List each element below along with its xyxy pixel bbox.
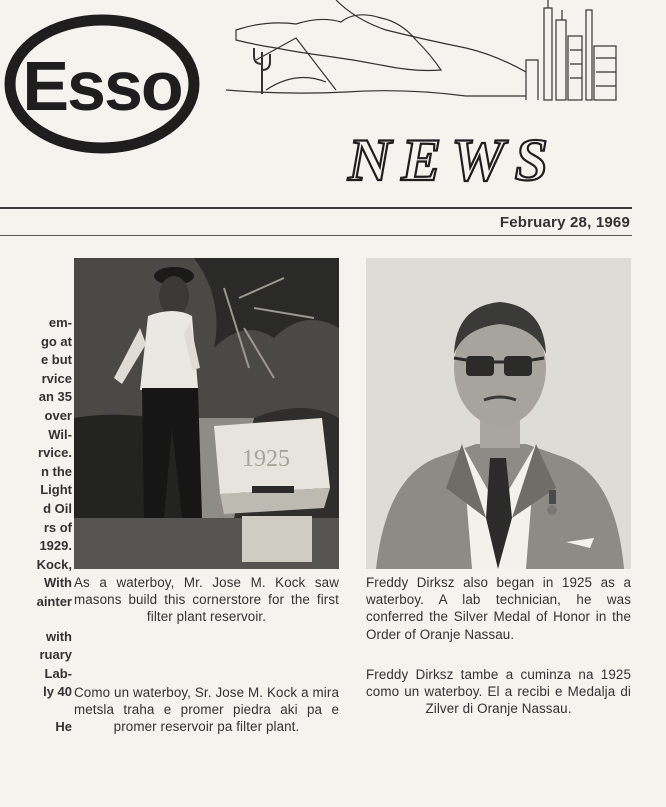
photo-portrait bbox=[366, 258, 631, 569]
left-column-line: He bbox=[55, 718, 72, 734]
news-title bbox=[268, 128, 638, 188]
left-column-line: ly 40 bbox=[43, 684, 72, 700]
left-column-line: d Oil bbox=[43, 500, 72, 516]
left-column-line: em- bbox=[48, 315, 72, 330]
left-column-line: with bbox=[46, 628, 72, 644]
left-column-line: With bbox=[43, 575, 72, 591]
left-column-line: over bbox=[44, 407, 72, 423]
left-column-line: ruary bbox=[39, 647, 72, 663]
left-column-line: rvice. bbox=[38, 445, 72, 461]
left-column-line: Wil- bbox=[48, 426, 72, 442]
column-top-gap bbox=[0, 258, 72, 314]
caption-2-english: Freddy Dirksz also began in 1925 as a waterboy. A lab technician, he was conferred the Silver Medal of Honor in the Order of Oranje Nassau. bbox=[366, 575, 631, 642]
date-rule bbox=[0, 235, 632, 236]
photo-cornerstone bbox=[74, 258, 339, 569]
paragraph-gap bbox=[0, 612, 72, 628]
left-column-line: 1929. bbox=[39, 538, 72, 554]
left-column-line: ainter bbox=[36, 593, 72, 609]
left-column-line: rvice bbox=[41, 370, 72, 386]
masthead-rule bbox=[0, 207, 632, 209]
esso-logo bbox=[4, 14, 200, 154]
news-title-text: NEWS bbox=[347, 128, 559, 188]
left-column-line: Kock, bbox=[36, 556, 72, 572]
left-column-line: an 35 bbox=[38, 389, 72, 405]
paragraph-gap bbox=[0, 702, 72, 718]
left-column-line: go at bbox=[40, 333, 72, 349]
caption-1-english: As a waterboy, Mr. Jose M. Kock saw masons build this cornerstore for the first filter plant reservoir. bbox=[74, 575, 339, 625]
caption-1-papiamento: Como un waterboy, Sr. Jose M. Kock a mira metsla traha e promer piedra aki pa e promer reservoir pa filter plant. bbox=[74, 685, 339, 735]
svg-text:Esso: Esso bbox=[22, 47, 182, 125]
issue-date: February 28, 1969 bbox=[499, 214, 630, 231]
left-column-text bbox=[0, 258, 72, 807]
left-column-line: n the bbox=[40, 463, 72, 479]
left-column-line: Lab- bbox=[44, 665, 72, 681]
left-column-line: Light bbox=[40, 482, 72, 498]
left-column-line: rs of bbox=[43, 519, 72, 535]
cornerstone-year: 1925 bbox=[242, 446, 290, 472]
caption-2-papiamento: Freddy Dirksz tambe a cuminza na 1925 como un waterboy. El a recibi e Medalja di Zilver di Oranje Nassau. bbox=[366, 667, 631, 717]
left-column-line: e but bbox=[40, 352, 72, 368]
